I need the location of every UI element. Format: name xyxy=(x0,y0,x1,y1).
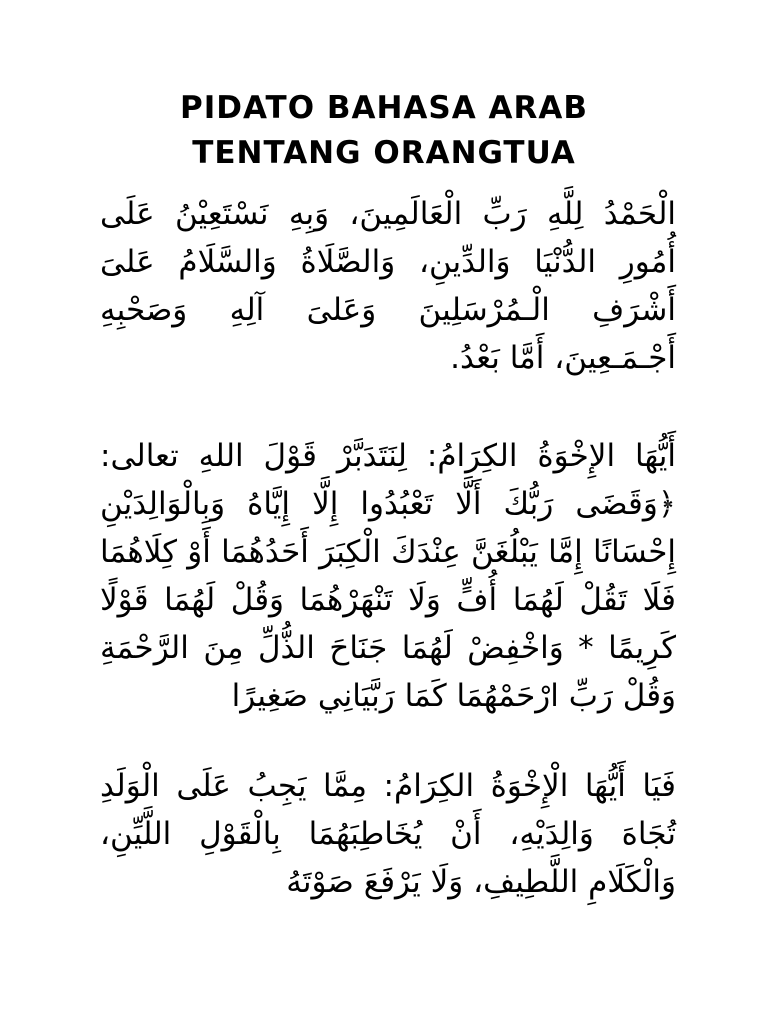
title-line-1: PIDATO BAHASA ARAB xyxy=(179,90,588,126)
duty-to-parents-paragraph: فَيَا أَيُّهَا الْإِخْوَةُ الكِرَامُ: مِمَّا يَجِبُ عَلَى الْوَلَدِ تُجَاهَ وَالِدَيْهِ، أَنْ يُخَاطِبَهُمَا بِالْقَوْلِ اللَّيِّنِ، وَالْكَلَامِ اللَّطِيفِ، وَلَا يَرْفَعَ صَوْتَهُ xyxy=(100,768,676,900)
title-line-2: TENTANG ORANGTUA xyxy=(192,135,576,171)
page-title xyxy=(96,86,672,176)
opening-praise-paragraph: الْحَمْدُ لِلَّهِ رَبِّ الْعَالَمِينَ، وَبِهِ نَسْتَعِيْنُ عَلَى أُمُورِ الدُّنْيَا وَالدِّينِ، وَالصَّلَاةُ وَالسَّلَامُ عَلىَ أَشْرَفِ الْـمُرْسَلِينَ وَعَلىَ آلِهِ وَصَحْبِهِ أَجْـمَـعِينَ، أَمَّا بَعْدُ. xyxy=(100,196,676,376)
quran-verse-paragraph: أَيُّهَا الإِخْوَةُ الكِرَامُ: لِنَتَدَبَّرْ قَوْلَ اللهِ تعالى: ﴿وَقَضَى رَبُّكَ أَلَّا تَعْبُدُوا إِلَّا إِيَّاهُ وَبِالْوَالِدَيْنِ إِحْسَانًا إِمَّا يَبْلُغَنَّ عِنْدَكَ الْكِبَرَ أَحَدُهُمَا أَوْ كِلَاهُمَا فَلَا تَقُلْ لَهُمَا أُفٍّ وَلَا تَنْهَرْهُمَا وَقُلْ لَهُمَا قَوْلًا كَرِيمًا * وَاخْفِضْ لَهُمَا جَنَاحَ الذُّلِّ مِنَ الرَّحْمَةِ وَقُلْ رَبِّ ارْحَمْهُمَا كَمَا رَبَّيَانِي صَغِيرًا xyxy=(100,438,676,714)
